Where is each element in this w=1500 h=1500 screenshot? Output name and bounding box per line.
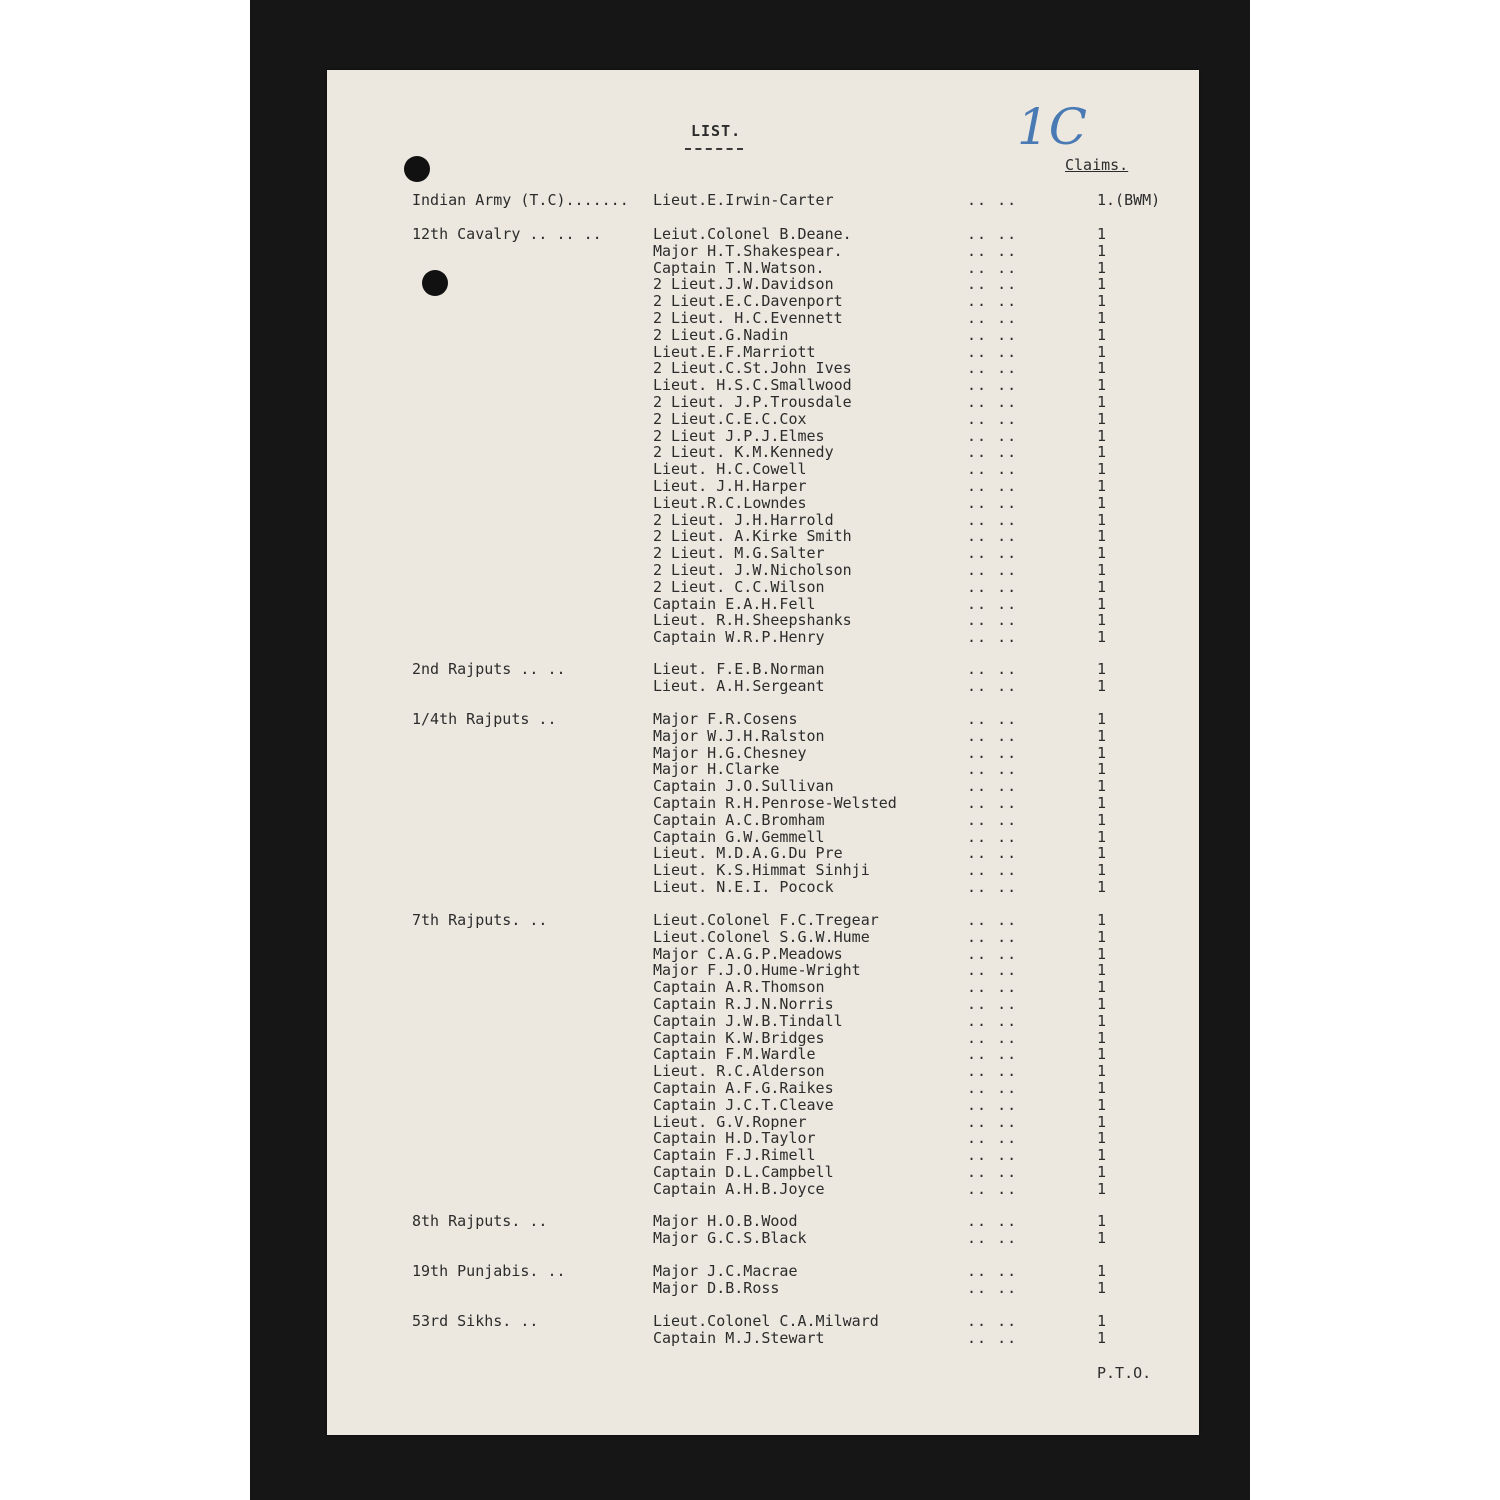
leader-dots: .. .. — [967, 1095, 1018, 1114]
list-row — [327, 1313, 1199, 1330]
leader-dots: .. .. — [967, 460, 1018, 479]
regiment-name: 53rd Sikhs. .. — [412, 1312, 539, 1330]
officer-name: Captain J.O.Sullivan — [653, 777, 834, 796]
officer-name: Captain G.W.Gemmell — [653, 827, 825, 846]
claims-count: 1 — [1097, 342, 1107, 361]
list-row — [327, 745, 1199, 762]
officer-name: 2 Lieut. J.H.Harrold — [653, 510, 834, 529]
officer-name: Captain M.J.Stewart — [653, 1328, 825, 1347]
leader-dots: .. .. — [967, 827, 1018, 846]
list-row — [327, 711, 1199, 728]
claims-count: 1 — [1097, 1328, 1107, 1347]
list-row — [327, 428, 1199, 445]
officer-name: Captain E.A.H.Fell — [653, 594, 816, 613]
officer-name: 2 Lieut. A.Kirke Smith — [653, 527, 852, 546]
claims-count: 1 — [1097, 477, 1107, 495]
leader-dots: .. .. — [967, 325, 1018, 344]
claims-count: 1 — [1097, 777, 1107, 796]
page-title: LIST. — [691, 122, 742, 140]
list-row — [327, 1230, 1199, 1247]
leader-dots: .. .. — [967, 743, 1018, 762]
officer-name: Captain F.M.Wardle — [653, 1045, 816, 1064]
officer-name: Major H.Clarke — [653, 760, 780, 779]
officer-name: Captain J.C.T.Cleave — [653, 1095, 834, 1114]
claims-count: 1 — [1097, 1262, 1107, 1280]
claims-count: 1 — [1097, 1163, 1107, 1181]
leader-dots: .. .. — [967, 393, 1018, 411]
list-row — [327, 879, 1199, 896]
claims-count: 1 — [1097, 258, 1107, 277]
claims-count: 1 — [1097, 577, 1107, 596]
claims-count: 1 — [1097, 527, 1107, 546]
regiment-name: Indian Army (T.C)....... — [412, 191, 629, 209]
claims-count: 1 — [1097, 794, 1107, 812]
regiment-name: 2nd Rajputs .. .. — [412, 660, 566, 678]
leader-dots: .. .. — [967, 710, 1018, 728]
claims-count: 1 — [1097, 544, 1107, 563]
list-row — [327, 1097, 1199, 1114]
list-row — [327, 1013, 1199, 1030]
claims-count: 1 — [1097, 1179, 1107, 1198]
list-row — [327, 1280, 1199, 1297]
list-row — [327, 478, 1199, 495]
leader-dots: .. .. — [967, 342, 1018, 361]
officer-name: Lieut. F.E.B.Norman — [653, 660, 825, 678]
officer-name: Captain A.R.Thomson — [653, 978, 825, 997]
list-row — [327, 996, 1199, 1013]
claims-count: 1 — [1097, 292, 1107, 311]
leader-dots: .. .. — [967, 359, 1018, 378]
list-row — [327, 728, 1199, 745]
claims-count: 1 — [1097, 1062, 1107, 1081]
leader-dots: .. .. — [967, 527, 1018, 546]
claims-count: 1 — [1097, 927, 1107, 946]
officer-name: 2 Lieut. J.P.Trousdale — [653, 393, 852, 411]
list-row — [327, 862, 1199, 879]
claims-count: 1 — [1097, 878, 1107, 896]
leader-dots: .. .. — [967, 1079, 1018, 1097]
list-row — [327, 1263, 1199, 1280]
list-row — [327, 1080, 1199, 1097]
list-row — [327, 778, 1199, 795]
leader-dots: .. .. — [967, 1179, 1018, 1198]
leader-dots: .. .. — [967, 1146, 1018, 1165]
list-row — [327, 260, 1199, 277]
officer-name: Lieut.E.Irwin-Carter — [653, 191, 834, 209]
leader-dots: .. .. — [967, 1129, 1018, 1148]
officer-name: Lieut.Colonel S.G.W.Hume — [653, 927, 870, 946]
officer-name: Major C.A.G.P.Meadows — [653, 944, 843, 963]
list-row — [327, 1181, 1199, 1198]
list-row — [327, 812, 1199, 829]
regiment-name: 19th Punjabis. .. — [412, 1262, 566, 1280]
leader-dots: .. .. — [967, 1212, 1018, 1230]
title-underline — [685, 148, 743, 150]
claims-count: 1 — [1097, 611, 1107, 630]
officer-name: 2 Lieut. C.C.Wilson — [653, 577, 825, 596]
officer-name: Captain A.C.Bromham — [653, 810, 825, 829]
list-row — [327, 661, 1199, 678]
list-row — [327, 929, 1199, 946]
leader-dots: .. .. — [967, 258, 1018, 277]
regiment-name: 1/4th Rajputs .. — [412, 710, 557, 728]
claims-count: 1 — [1097, 1112, 1107, 1131]
claims-count: 1 — [1097, 359, 1107, 378]
claims-count: 1 — [1097, 409, 1107, 428]
officer-name: Major H.O.B.Wood — [653, 1212, 798, 1230]
leader-dots: .. .. — [967, 241, 1018, 260]
footer-pto: P.T.O. — [1097, 1364, 1152, 1382]
leader-dots: .. .. — [967, 1163, 1018, 1181]
officer-name: Lieut. M.D.A.G.Du Pre — [653, 844, 843, 863]
leader-dots: .. .. — [967, 1028, 1018, 1047]
leader-dots: .. .. — [967, 844, 1018, 863]
claims-count: 1 — [1097, 309, 1107, 327]
claims-count: 1 — [1097, 827, 1107, 846]
leader-dots: .. .. — [967, 1062, 1018, 1081]
handwritten-mark: 1C — [1017, 98, 1088, 156]
officer-name: Lieut. G.V.Ropner — [653, 1112, 807, 1131]
list-row — [327, 678, 1199, 695]
list-row — [327, 562, 1199, 579]
officer-name: Major H.T.Shakespear. — [653, 241, 843, 260]
list-row — [327, 829, 1199, 846]
claims-count: 1 — [1097, 493, 1107, 512]
officer-name: Captain A.H.B.Joyce — [653, 1179, 825, 1198]
officer-name: Captain J.W.B.Tindall — [653, 1011, 843, 1030]
claims-count: 1 — [1097, 275, 1107, 294]
leader-dots: .. .. — [967, 1278, 1018, 1297]
list-row — [327, 377, 1199, 394]
claims-count: 1 — [1097, 1146, 1107, 1165]
list-row — [327, 192, 1199, 209]
claims-count: 1 — [1097, 726, 1107, 745]
officer-name: Captain W.R.P.Henry — [653, 628, 825, 647]
officer-name: Lieut.R.C.Lowndes — [653, 493, 807, 512]
claims-count: 1 — [1097, 676, 1107, 695]
claims-count: 1 — [1097, 594, 1107, 613]
officer-name: Lieut. R.H.Sheepshanks — [653, 611, 852, 630]
officer-name: 2 Lieut.G.Nadin — [653, 325, 789, 344]
claims-count: 1 — [1097, 325, 1107, 344]
officer-name: Lieut.Colonel F.C.Tregear — [653, 911, 879, 929]
leader-dots: .. .. — [967, 426, 1018, 445]
officer-name: Lieut. H.S.C.Smallwood — [653, 376, 852, 395]
claims-count: 1 — [1097, 995, 1107, 1013]
officer-name: Captain H.D.Taylor — [653, 1129, 816, 1148]
leader-dots: .. .. — [967, 1011, 1018, 1030]
officer-name: 2 Lieut. J.W.Nicholson — [653, 561, 852, 579]
claims-count: 1 — [1097, 660, 1107, 678]
list-row — [327, 411, 1199, 428]
leader-dots: .. .. — [967, 676, 1018, 695]
leader-dots: .. .. — [967, 1045, 1018, 1064]
list-row — [327, 528, 1199, 545]
claims-count: 1 — [1097, 1228, 1107, 1247]
list-row — [327, 979, 1199, 996]
officer-name: Major G.C.S.Black — [653, 1228, 807, 1247]
list-row — [327, 629, 1199, 646]
claims-count: 1 — [1097, 1079, 1107, 1097]
claims-count: 1 — [1097, 460, 1107, 479]
claims-count: 1 — [1097, 844, 1107, 863]
leader-dots: .. .. — [967, 660, 1018, 678]
leader-dots: .. .. — [967, 978, 1018, 997]
claims-count: 1 — [1097, 743, 1107, 762]
leader-dots: .. .. — [967, 995, 1018, 1013]
regiment-name: 8th Rajputs. .. — [412, 1212, 548, 1230]
leader-dots: .. .. — [967, 493, 1018, 512]
leader-dots: .. .. — [967, 726, 1018, 745]
regiment-name: 7th Rajputs. .. — [412, 911, 548, 929]
officer-name: Major W.J.H.Ralston — [653, 726, 825, 745]
list-row — [327, 579, 1199, 596]
list-row — [327, 1114, 1199, 1131]
leader-dots: .. .. — [967, 961, 1018, 980]
leader-dots: .. .. — [967, 561, 1018, 579]
claims-count: 1 — [1097, 225, 1107, 243]
leader-dots: .. .. — [967, 628, 1018, 647]
list-row — [327, 276, 1199, 293]
leader-dots: .. .. — [967, 810, 1018, 829]
claims-count: 1 — [1097, 861, 1107, 880]
claims-count: 1 — [1097, 510, 1107, 529]
leader-dots: .. .. — [967, 911, 1018, 929]
officer-name: Captain R.J.N.Norris — [653, 995, 834, 1013]
list-row — [327, 845, 1199, 862]
leader-dots: .. .. — [967, 544, 1018, 563]
list-row — [327, 761, 1199, 778]
officer-name: Leiut.Colonel B.Deane. — [653, 225, 852, 243]
claims-count: 1 — [1097, 961, 1107, 980]
leader-dots: .. .. — [967, 577, 1018, 596]
list-row — [327, 512, 1199, 529]
list-row — [327, 293, 1199, 310]
claims-count: 1 — [1097, 376, 1107, 395]
claims-count: 1 — [1097, 1212, 1107, 1230]
regiment-name: 12th Cavalry .. .. .. — [412, 225, 602, 243]
officer-name: 2 Lieut.J.W.Davidson — [653, 275, 834, 294]
officer-name: Lieut. A.H.Sergeant — [653, 676, 825, 695]
leader-dots: .. .. — [967, 477, 1018, 495]
officer-name: Captain K.W.Bridges — [653, 1028, 825, 1047]
claims-count: 1 — [1097, 710, 1107, 728]
claims-count: 1 — [1097, 944, 1107, 963]
claims-count: 1 — [1097, 1095, 1107, 1114]
punch-hole — [404, 156, 430, 182]
officer-name: Captain R.H.Penrose-Welsted — [653, 794, 897, 812]
officer-name: Lieut. K.S.Himmat Sinhji — [653, 861, 870, 880]
list-row — [327, 1164, 1199, 1181]
leader-dots: .. .. — [967, 944, 1018, 963]
list-row — [327, 1147, 1199, 1164]
leader-dots: .. .. — [967, 275, 1018, 294]
claims-count: 1 — [1097, 978, 1107, 997]
leader-dots: .. .. — [967, 1228, 1018, 1247]
claims-count: 1 — [1097, 1278, 1107, 1297]
leader-dots: .. .. — [967, 927, 1018, 946]
list-row — [327, 912, 1199, 929]
list-row — [327, 545, 1199, 562]
officer-name: Lieut. J.H.Harper — [653, 477, 807, 495]
list-row — [327, 1330, 1199, 1347]
leader-dots: .. .. — [967, 1112, 1018, 1131]
list-row — [327, 1030, 1199, 1047]
officer-name: Lieut.Colonel C.A.Milward — [653, 1312, 879, 1330]
claims-count: 1 — [1097, 1129, 1107, 1148]
leader-dots: .. .. — [967, 376, 1018, 395]
list-row — [327, 327, 1199, 344]
officer-name: Lieut. H.C.Cowell — [653, 460, 807, 479]
leader-dots: .. .. — [967, 1262, 1018, 1280]
list-row — [327, 495, 1199, 512]
officer-name: Major D.B.Ross — [653, 1278, 780, 1297]
claims-count: 1 — [1097, 760, 1107, 779]
claims-column-header: Claims. — [1065, 156, 1129, 174]
officer-name: Lieut.E.F.Marriott — [653, 342, 816, 361]
officer-name: Lieut. R.C.Alderson — [653, 1062, 825, 1081]
claims-count: 1 — [1097, 1011, 1107, 1030]
officer-name: Major F.R.Cosens — [653, 710, 798, 728]
leader-dots: .. .. — [967, 777, 1018, 796]
leader-dots: .. .. — [967, 594, 1018, 613]
leader-dots: .. .. — [967, 1312, 1018, 1330]
leader-dots: .. .. — [967, 443, 1018, 462]
list-row — [327, 596, 1199, 613]
claims-count: 1 — [1097, 911, 1107, 929]
leader-dots: .. .. — [967, 409, 1018, 428]
list-row — [327, 795, 1199, 812]
officer-name: 2 Lieut.E.C.Davenport — [653, 292, 843, 311]
claims-count: 1 — [1097, 241, 1107, 260]
list-row — [327, 962, 1199, 979]
list-row — [327, 1063, 1199, 1080]
officer-name: Lieut. N.E.I. Pocock — [653, 878, 834, 896]
leader-dots: .. .. — [967, 1328, 1018, 1347]
claims-count: 1 — [1097, 426, 1107, 445]
leader-dots: .. .. — [967, 760, 1018, 779]
claims-count: 1 — [1097, 561, 1107, 579]
list-row — [327, 1046, 1199, 1063]
officer-name: 2 Lieut. K.M.Kennedy — [653, 443, 834, 462]
claims-count: 1 — [1097, 810, 1107, 829]
leader-dots: .. .. — [967, 861, 1018, 880]
list-row — [327, 394, 1199, 411]
list-row — [327, 444, 1199, 461]
leader-dots: .. .. — [967, 794, 1018, 812]
leader-dots: .. .. — [967, 878, 1018, 896]
list-row — [327, 946, 1199, 963]
claims-count: 1 — [1097, 1312, 1107, 1330]
officer-name: 2 Lieut.C.E.C.Cox — [653, 409, 807, 428]
officer-name: 2 Lieut J.P.J.Elmes — [653, 426, 825, 445]
list-row — [327, 360, 1199, 377]
officer-name: 2 Lieut. H.C.Evennett — [653, 309, 843, 327]
document-page — [327, 70, 1199, 1435]
leader-dots: .. .. — [967, 611, 1018, 630]
officer-name: Captain A.F.G.Raikes — [653, 1079, 834, 1097]
officer-name: 2 Lieut.C.St.John Ives — [653, 359, 852, 378]
officer-name: Captain F.J.Rimell — [653, 1146, 816, 1165]
officer-name: 2 Lieut. M.G.Salter — [653, 544, 825, 563]
list-row — [327, 243, 1199, 260]
officer-name: Major H.G.Chesney — [653, 743, 807, 762]
claims-count: 1 — [1097, 393, 1107, 411]
claims-count: 1 — [1097, 1045, 1107, 1064]
leader-dots: .. .. — [967, 225, 1018, 243]
leader-dots: .. .. — [967, 309, 1018, 327]
claims-count: 1.(BWM) — [1097, 191, 1161, 209]
officer-name: Major F.J.O.Hume-Wright — [653, 961, 861, 980]
list-row — [327, 1213, 1199, 1230]
officer-name: Captain T.N.Watson. — [653, 258, 825, 277]
leader-dots: .. .. — [967, 191, 1018, 209]
list-row — [327, 612, 1199, 629]
claims-count: 1 — [1097, 443, 1107, 462]
claims-count: 1 — [1097, 1028, 1107, 1047]
claims-count: 1 — [1097, 628, 1107, 647]
leader-dots: .. .. — [967, 510, 1018, 529]
list-row — [327, 1130, 1199, 1147]
leader-dots: .. .. — [967, 292, 1018, 311]
officer-name: Major J.C.Macrae — [653, 1262, 798, 1280]
list-row — [327, 344, 1199, 361]
list-row — [327, 461, 1199, 478]
officer-name: Captain D.L.Campbell — [653, 1163, 834, 1181]
list-row — [327, 226, 1199, 243]
list-row — [327, 310, 1199, 327]
